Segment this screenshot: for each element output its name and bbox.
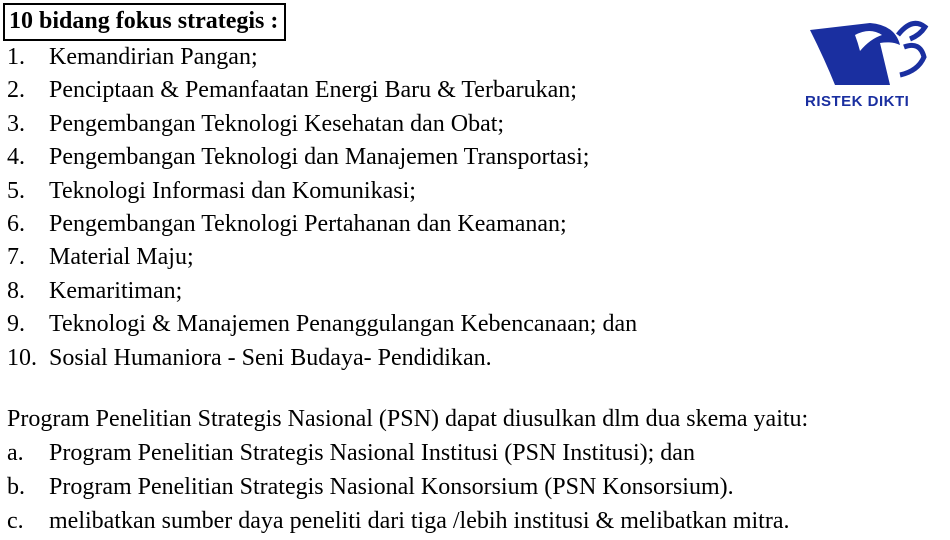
- item-text: Penciptaan & Pemanfaatan Energi Baru & Terbarukan;: [49, 77, 577, 104]
- item-number: 4.: [7, 144, 25, 171]
- list-item: [7, 342, 637, 375]
- item-number: 10.: [7, 344, 37, 371]
- item-number: 2.: [7, 77, 25, 104]
- program-section: [7, 402, 808, 538]
- item-text: Kemaritiman;: [49, 277, 183, 304]
- list-item: [7, 308, 637, 341]
- item-number: 8.: [7, 277, 25, 304]
- section-title: 10 bidang fokus strategis :: [3, 3, 286, 41]
- item-text: Kemandirian Pangan;: [49, 44, 258, 70]
- item-text: Pengembangan Teknologi Kesehatan dan Obat;: [49, 110, 505, 137]
- item-text: Program Penelitian Strategis Nasional Konsorsium (PSN Konsorsium).: [49, 474, 734, 500]
- item-text: Sosial Humaniora - Seni Budaya- Pendidikan.: [49, 344, 492, 371]
- list-item: [7, 275, 637, 308]
- item-letter: a.: [7, 440, 24, 466]
- item-number: 7.: [7, 244, 25, 271]
- item-text: Teknologi Informasi dan Komunikasi;: [49, 177, 416, 204]
- item-text: Pengembangan Teknologi Pertahanan dan Keamanan;: [49, 211, 567, 238]
- item-text: Teknologi & Manajemen Penanggulangan Kebencanaan; dan: [49, 311, 638, 338]
- item-number: 1.: [7, 44, 25, 70]
- item-letter: c.: [7, 508, 24, 534]
- item-text: melibatkan sumber daya peneliti dari tiga /lebih institusi & melibatkan mitra.: [49, 508, 790, 534]
- program-intro: Program Penelitian Strategis Nasional (PSN) dapat diusulkan dlm dua skema yaitu:: [7, 406, 809, 432]
- list-item: [7, 41, 637, 74]
- list-item: [7, 141, 637, 174]
- logo-wing-shape: [810, 23, 900, 85]
- item-text: Material Maju;: [49, 244, 194, 271]
- logo-swirl-top: [898, 23, 925, 39]
- list-item: [7, 175, 637, 208]
- item-text: Program Penelitian Strategis Nasional Institusi (PSN Institusi); dan: [49, 440, 695, 466]
- focus-area-list: [7, 41, 637, 375]
- logo-text: RISTEK DIKTI: [805, 93, 910, 110]
- item-number: 3.: [7, 110, 25, 137]
- item-number: 6.: [7, 211, 25, 238]
- item-number: 9.: [7, 311, 25, 338]
- item-letter: b.: [7, 474, 25, 500]
- list-item: [7, 241, 637, 274]
- logo-swirl-bottom: [900, 45, 924, 75]
- list-item: [7, 208, 637, 241]
- list-item: [7, 436, 808, 470]
- list-item: [7, 74, 637, 107]
- item-number: 5.: [7, 177, 25, 204]
- list-item: [7, 470, 808, 504]
- scheme-list: [7, 436, 808, 538]
- item-text: Pengembangan Teknologi dan Manajemen Transportasi;: [49, 144, 590, 171]
- list-item: [7, 108, 637, 141]
- list-item: [7, 504, 808, 538]
